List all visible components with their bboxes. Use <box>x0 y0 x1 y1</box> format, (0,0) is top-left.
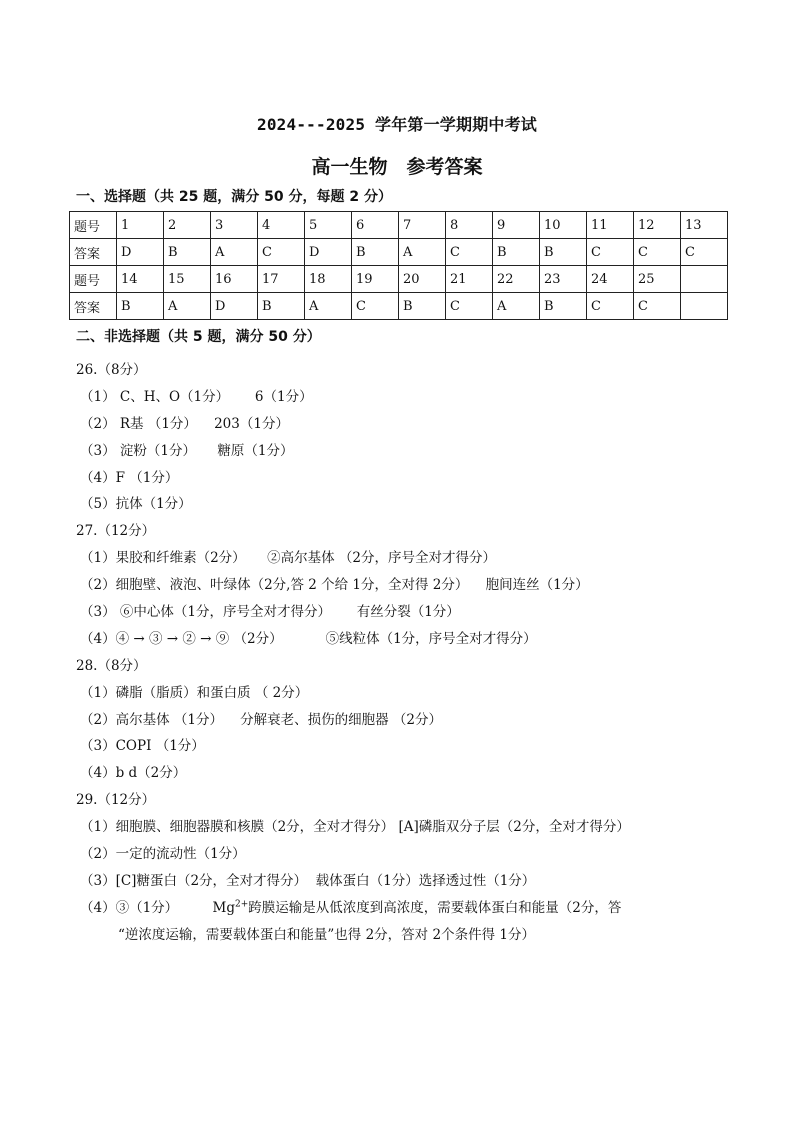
answer-line: （1）磷脂（脂质）和蛋白质 （ 2分） <box>80 684 309 701</box>
table-cell: 4 <box>258 212 305 239</box>
answer-line: （1）果胶和纤维素（2分） ②高尔基体 （2分，序号全对才得分） <box>80 550 497 567</box>
table-cell <box>681 266 728 293</box>
table-cell: 2 <box>164 212 211 239</box>
table-cell: C <box>446 293 493 320</box>
table-cell: 23 <box>540 266 587 293</box>
question-title: 27.（12分） <box>76 523 156 540</box>
section-heading-nonchoice: 二、非选择题（共 5 题，满分 50 分） <box>76 329 321 345</box>
answer-line <box>80 895 736 922</box>
table-cell: B <box>117 293 164 320</box>
table-cell: 16 <box>211 266 258 293</box>
table-row <box>70 293 728 320</box>
answer-line-continued: “逆浓度运输，需要载体蛋白和能量”也得 2分，答对 2个条件得 1分） <box>118 926 535 943</box>
table-row <box>70 239 728 266</box>
answer-line: （4）F （1分） <box>80 469 179 486</box>
table-cell: C <box>258 239 305 266</box>
row-header-cell: 题号 <box>70 212 117 239</box>
section-heading-choice: 一、选择题（共 25 题，满分 50 分，每题 2 分） <box>76 189 392 205</box>
table-cell: C <box>634 293 681 320</box>
answer-line: （3）COPI （1分） <box>80 738 205 755</box>
row-header-cell: 题号 <box>70 266 117 293</box>
table-cell: C <box>446 239 493 266</box>
row-header-cell: 答案 <box>70 239 117 266</box>
table-cell <box>681 293 728 320</box>
question-29 <box>76 787 736 948</box>
table-cell: 6 <box>352 212 399 239</box>
table-cell: 5 <box>305 212 352 239</box>
table-cell: 19 <box>352 266 399 293</box>
table-cell: B <box>164 239 211 266</box>
table-cell: 10 <box>540 212 587 239</box>
table-cell: B <box>540 293 587 320</box>
answer-text: 跨膜运输是从低浓度到高浓度，需要载体蛋白和能量（2分，答 <box>248 899 622 916</box>
answer-line: （3） 淀粉（1分） 糖原（1分） <box>80 442 294 459</box>
table-cell: 13 <box>681 212 728 239</box>
table-cell: A <box>211 239 258 266</box>
table-cell: C <box>634 239 681 266</box>
table-cell: 11 <box>587 212 634 239</box>
answer-content <box>76 357 736 949</box>
question-28 <box>76 653 736 787</box>
table-cell: 14 <box>117 266 164 293</box>
table-cell: 20 <box>399 266 446 293</box>
question-title: 29.（12分） <box>76 792 156 809</box>
table-cell: 15 <box>164 266 211 293</box>
table-cell: 9 <box>493 212 540 239</box>
answer-line: （2）一定的流动性（1分） <box>80 846 246 863</box>
table-cell: 3 <box>211 212 258 239</box>
answer-line: （4）④ → ③ → ② → ⑨ （2分） ⑤线粒体（1分，序号全对才得分） <box>80 630 537 647</box>
answer-line: （1）细胞膜、细胞器膜和核膜（2分，全对才得分） [A]磷脂双分子层（2分，全对才得分） <box>80 819 630 836</box>
table-cell: B <box>258 293 305 320</box>
table-cell: A <box>399 239 446 266</box>
table-cell: B <box>540 239 587 266</box>
table-cell: A <box>164 293 211 320</box>
answer-line: （2） R基 （1分） 203（1分） <box>80 415 289 432</box>
table-cell: 8 <box>446 212 493 239</box>
answer-line: （2）高尔基体 （1分） 分解衰老、损伤的细胞器 （2分） <box>80 711 443 728</box>
question-27 <box>76 518 736 652</box>
answer-line: （4）b d（2分） <box>80 765 187 782</box>
answer-line: （3）[C]糖蛋白（2分，全对才得分） 载体蛋白（1分）选择透过性（1分） <box>80 872 536 889</box>
table-cell: 17 <box>258 266 305 293</box>
table-row <box>70 266 728 293</box>
table-cell: 22 <box>493 266 540 293</box>
page-subtitle: 高一生物 参考答案 <box>311 156 483 178</box>
answer-line: （3） ⑥中心体（1分，序号全对才得分） 有丝分裂（1分） <box>80 604 460 621</box>
table-cell: A <box>493 293 540 320</box>
table-cell: 21 <box>446 266 493 293</box>
answer-line: （2）细胞壁、液泡、叶绿体（2分,答 2 个给 1分，全对得 2分） 胞间连丝（1分） <box>80 577 589 594</box>
table-cell: 7 <box>399 212 446 239</box>
answer-line: （5）抗体（1分） <box>80 496 192 513</box>
answer-text: （4）③（1分） Mg <box>80 899 235 916</box>
answer-line: （1） C、H、O（1分） 6（1分） <box>80 388 313 405</box>
answer-table <box>69 211 728 320</box>
question-title: 28.（8分） <box>76 657 147 674</box>
superscript-charge: 2+ <box>234 899 249 910</box>
page-title: 2024---2025 学年第一学期期中考试 <box>257 115 537 134</box>
table-cell: D <box>211 293 258 320</box>
table-cell: B <box>399 293 446 320</box>
table-cell: 25 <box>634 266 681 293</box>
table-cell: C <box>587 239 634 266</box>
table-cell: D <box>305 239 352 266</box>
table-cell: 12 <box>634 212 681 239</box>
table-cell: B <box>352 239 399 266</box>
table-cell: B <box>493 239 540 266</box>
table-cell: C <box>681 239 728 266</box>
table-cell: C <box>587 293 634 320</box>
table-cell: C <box>352 293 399 320</box>
table-cell: 18 <box>305 266 352 293</box>
table-cell: 24 <box>587 266 634 293</box>
question-title: 26.（8分） <box>76 362 147 378</box>
table-row <box>70 212 728 239</box>
table-cell: A <box>305 293 352 320</box>
row-header-cell: 答案 <box>70 293 117 320</box>
table-cell: 1 <box>117 212 164 239</box>
table-cell: D <box>117 239 164 266</box>
question-26 <box>76 357 736 518</box>
